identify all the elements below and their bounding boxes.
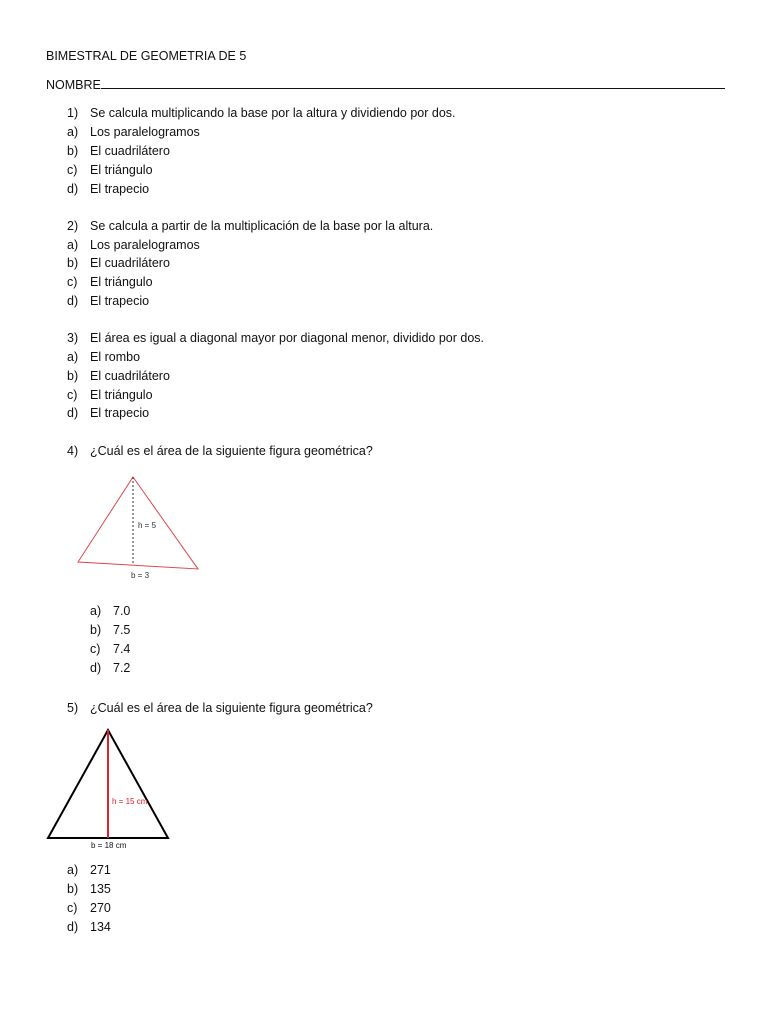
q4-option-a[interactable]: a) 7.0 <box>90 604 131 618</box>
q5-option-a[interactable]: a) 271 <box>67 863 111 877</box>
question-text: Se calcula a partir de la multiplicación de la base por la altura. <box>90 219 434 233</box>
name-label: NOMBRE <box>46 78 101 92</box>
q1-option-b[interactable]: b) El cuadrilátero <box>67 144 170 158</box>
name-blank-line[interactable] <box>101 77 725 89</box>
question-1 <box>67 106 456 120</box>
q3-option-a[interactable]: a) El rombo <box>67 350 141 364</box>
question-text: Se calcula multiplicando la base por la altura y dividiendo por dos. <box>90 106 456 120</box>
q5-option-b[interactable]: b) 135 <box>67 882 111 896</box>
question-text: El área es igual a diagonal mayor por diagonal menor, dividido por dos. <box>90 331 484 345</box>
question-3 <box>67 331 484 345</box>
q2-option-c[interactable]: c) El triángulo <box>67 275 153 289</box>
q1-option-d[interactable]: d) El trapecio <box>67 182 150 196</box>
question-2 <box>67 219 433 233</box>
question-number: 1) <box>67 106 79 120</box>
question-number: 2) <box>67 219 79 233</box>
name-field[interactable] <box>46 77 725 92</box>
q1-option-c[interactable]: c) El triángulo <box>67 163 153 177</box>
question-number: 3) <box>67 331 79 345</box>
triangle-figure-q5 <box>44 724 184 854</box>
q2-option-a[interactable]: a) Los paralelogramos <box>67 238 200 252</box>
q5-option-d[interactable]: d) 134 <box>67 920 111 934</box>
question-5 <box>67 701 373 715</box>
q5-option-c[interactable]: c) 270 <box>67 901 111 915</box>
base-label: b = 18 cm <box>91 841 127 850</box>
question-text: ¿Cuál es el área de la siguiente figura geométrica? <box>90 701 373 715</box>
question-text: ¿Cuál es el área de la siguiente figura geométrica? <box>90 444 373 458</box>
q3-option-b[interactable]: b) El cuadrilátero <box>67 369 170 383</box>
q2-option-d[interactable]: d) El trapecio <box>67 294 150 308</box>
q3-option-d[interactable]: d) El trapecio <box>67 406 150 420</box>
triangle-figure-q4 <box>70 470 210 585</box>
q2-option-b[interactable]: b) El cuadrilátero <box>67 256 170 270</box>
q1-option-a[interactable]: a) Los paralelogramos <box>67 125 200 139</box>
base-label: b = 3 <box>131 571 150 580</box>
question-number: 4) <box>67 444 79 458</box>
height-label: h = 15 cm <box>112 797 148 806</box>
height-label: h = 5 <box>138 521 157 530</box>
question-4 <box>67 444 373 458</box>
q3-option-c[interactable]: c) El triángulo <box>67 388 153 402</box>
q4-option-c[interactable]: c) 7.4 <box>90 642 131 656</box>
q4-option-d[interactable]: d) 7.2 <box>90 661 131 675</box>
q4-option-b[interactable]: b) 7.5 <box>90 623 131 637</box>
question-number: 5) <box>67 701 79 715</box>
page-title: BIMESTRAL DE GEOMETRIA DE 5 <box>46 49 247 63</box>
